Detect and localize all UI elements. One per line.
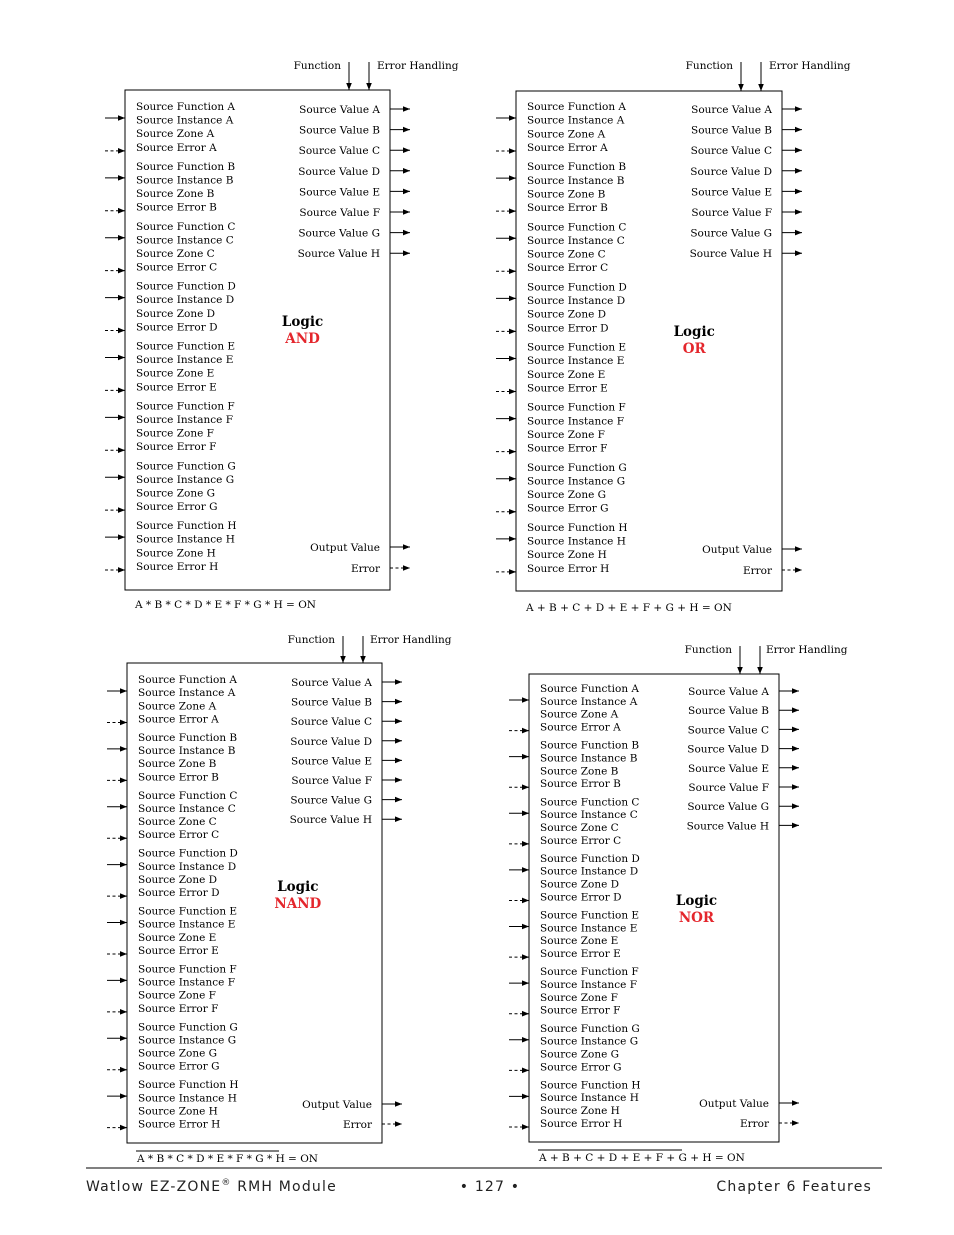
input-label: Source Zone E xyxy=(540,935,619,948)
input-label: Source Zone E xyxy=(136,367,215,380)
input-label: Source Error F xyxy=(136,441,217,454)
input-label: Source Function H xyxy=(540,1079,641,1092)
input-label: Source Zone F xyxy=(136,427,214,440)
error-handling-label: Error Handling xyxy=(766,644,848,656)
input-label: Source Zone A xyxy=(527,128,606,141)
input-label: Source Zone C xyxy=(138,816,217,829)
input-label: Source Function B xyxy=(527,161,627,174)
logic-label: Logic xyxy=(277,879,319,895)
source-value-label: Source Value E xyxy=(291,755,372,768)
input-label: Source Error D xyxy=(540,891,622,904)
logic-formula: A + B + C + D + E + F + G + H = ON xyxy=(539,1152,745,1164)
logic-type: NAND xyxy=(274,896,322,912)
input-label: Source Function A xyxy=(540,683,640,695)
input-label: Source Error B xyxy=(138,771,219,784)
source-value-label: Source Value G xyxy=(298,227,380,240)
input-label: Source Instance D xyxy=(527,295,626,308)
function-label: Function xyxy=(685,60,733,72)
input-label: Source Function C xyxy=(138,789,238,802)
error-output-label: Error xyxy=(350,563,380,575)
input-label: Source Instance D xyxy=(138,860,237,873)
input-label: Source Instance F xyxy=(527,415,624,428)
input-label: Source Zone B xyxy=(527,188,606,201)
input-label: Source Zone B xyxy=(136,188,215,201)
input-label: Source Error G xyxy=(136,501,218,514)
input-label: Source Function A xyxy=(136,101,236,113)
input-label: Source Error G xyxy=(540,1061,622,1074)
input-label: Source Zone G xyxy=(527,489,607,502)
output-value-label: Output Value xyxy=(302,1099,372,1111)
source-value-label: Source Value B xyxy=(299,124,380,137)
input-label: Source Function E xyxy=(527,341,627,354)
input-label: Source Function C xyxy=(527,221,627,234)
input-label: Source Instance B xyxy=(540,752,638,765)
input-label: Source Error B xyxy=(540,778,621,791)
logic-formula: A * B * C * D * E * F * G * H = ON xyxy=(137,1153,318,1165)
source-value-label: Source Value A xyxy=(691,104,772,116)
input-label: Source Instance G xyxy=(138,1034,237,1047)
chapter-title: Chapter 6 Features xyxy=(716,1179,872,1195)
error-handling-label: Error Handling xyxy=(377,60,459,72)
source-value-label: Source Value E xyxy=(688,762,769,775)
source-value-label: Source Value G xyxy=(687,801,769,814)
input-label: Source Instance C xyxy=(527,234,625,247)
error-output-label: Error xyxy=(342,1119,372,1131)
input-label: Source Function C xyxy=(136,220,236,233)
input-label: Source Function D xyxy=(136,280,236,293)
source-value-label: Source Value E xyxy=(299,186,380,199)
input-label: Source Instance C xyxy=(138,802,236,815)
input-label: Source Function F xyxy=(540,966,639,979)
source-value-label: Source Value E xyxy=(691,186,772,199)
input-label: Source Instance C xyxy=(136,234,234,247)
source-value-label: Source Value F xyxy=(291,775,372,787)
source-value-label: Source Value H xyxy=(289,814,372,827)
function-label: Function xyxy=(287,634,335,646)
input-label: Source Function H xyxy=(138,1079,239,1092)
input-label: Source Error E xyxy=(527,382,608,395)
logic-label: Logic xyxy=(673,324,715,340)
source-value-label: Source Value H xyxy=(689,248,772,261)
input-label: Source Error F xyxy=(540,1004,621,1017)
source-value-label: Source Value G xyxy=(690,227,772,240)
input-label: Source Function H xyxy=(136,520,237,533)
input-label: Source Error E xyxy=(136,381,217,394)
logic-type: OR xyxy=(682,341,706,357)
source-value-label: Source Value H xyxy=(297,248,380,261)
source-value-label: Source Value A xyxy=(299,104,380,116)
source-value-label: Source Value B xyxy=(691,124,772,137)
logic-block-nand xyxy=(107,634,452,1165)
input-label: Source Function H xyxy=(527,521,628,534)
input-label: Source Instance B xyxy=(136,174,234,187)
logic-type: AND xyxy=(285,331,320,347)
source-value-label: Source Value F xyxy=(299,207,380,219)
input-label: Source Function F xyxy=(136,400,235,413)
error-output-label: Error xyxy=(742,565,772,577)
input-label: Source Zone D xyxy=(138,873,218,886)
input-label: Source Function G xyxy=(527,461,627,474)
input-label: Source Error B xyxy=(527,202,608,215)
input-label: Source Instance F xyxy=(136,413,233,426)
source-value-label: Source Value C xyxy=(298,145,380,158)
input-label: Source Function G xyxy=(136,460,236,473)
input-label: Source Function B xyxy=(540,739,640,752)
input-label: Source Error E xyxy=(138,944,219,957)
input-label: Source Zone F xyxy=(540,991,618,1004)
input-label: Source Zone D xyxy=(136,307,216,320)
input-label: Source Error G xyxy=(527,502,609,515)
input-label: Source Instance G xyxy=(527,475,626,488)
input-label: Source Instance F xyxy=(138,976,235,989)
input-label: Source Error A xyxy=(136,141,217,154)
input-label: Source Error H xyxy=(540,1117,623,1130)
input-label: Source Error A xyxy=(540,721,621,734)
input-label: Source Function F xyxy=(527,401,626,414)
input-label: Source Instance E xyxy=(527,355,625,368)
input-label: Source Function G xyxy=(138,1021,238,1034)
input-label: Source Instance G xyxy=(136,473,235,486)
input-label: Source Function E xyxy=(540,909,640,922)
source-value-label: Source Value D xyxy=(687,743,769,756)
function-label: Function xyxy=(293,60,341,72)
input-label: Source Instance H xyxy=(138,1092,237,1105)
input-label: Source Instance G xyxy=(540,1035,639,1048)
input-label: Source Instance E xyxy=(138,918,236,931)
input-label: Source Error C xyxy=(138,829,220,842)
source-value-label: Source Value A xyxy=(688,686,769,698)
source-value-label: Source Value D xyxy=(690,165,772,178)
source-value-label: Source Value D xyxy=(290,735,372,748)
input-label: Source Zone G xyxy=(136,487,216,500)
input-label: Source Error C xyxy=(540,834,622,847)
footer-brand: Watlow EZ-ZONE® RMH Module xyxy=(86,1178,337,1195)
input-label: Source Zone C xyxy=(540,821,619,834)
input-label: Source Error H xyxy=(138,1118,221,1131)
input-label: Source Instance H xyxy=(527,535,626,548)
input-label: Source Instance F xyxy=(540,978,637,991)
logic-block-and xyxy=(105,60,459,611)
input-label: Source Zone H xyxy=(136,547,216,560)
input-label: Source Error E xyxy=(540,948,621,961)
logic-block-or xyxy=(496,60,851,614)
input-label: Source Instance H xyxy=(540,1092,639,1105)
input-label: Source Instance C xyxy=(540,809,638,822)
source-value-label: Source Value A xyxy=(291,677,372,689)
registered-mark: ® xyxy=(221,1178,232,1188)
input-label: Source Error D xyxy=(138,887,220,900)
input-label: Source Zone A xyxy=(138,700,217,713)
input-label: Source Function C xyxy=(540,796,640,809)
source-value-label: Source Value D xyxy=(298,165,380,178)
input-label: Source Zone F xyxy=(138,989,216,1002)
input-label: Source Error C xyxy=(136,261,218,274)
input-label: Source Error A xyxy=(138,713,219,726)
input-label: Source Zone D xyxy=(540,878,620,891)
input-label: Source Zone A xyxy=(136,128,215,141)
input-label: Source Function A xyxy=(527,101,627,113)
input-label: Source Instance E xyxy=(540,922,638,935)
input-label: Source Zone H xyxy=(540,1105,620,1118)
error-handling-label: Error Handling xyxy=(769,60,851,72)
input-label: Source Error B xyxy=(136,201,217,214)
source-value-label: Source Value C xyxy=(690,145,772,158)
input-label: Source Function G xyxy=(540,1022,640,1035)
input-label: Source Zone H xyxy=(527,549,607,562)
input-label: Source Zone D xyxy=(527,308,607,321)
input-label: Source Function A xyxy=(138,674,238,686)
source-value-label: Source Value B xyxy=(688,705,769,718)
input-label: Source Function D xyxy=(138,847,238,860)
input-label: Source Function E xyxy=(138,905,238,918)
input-label: Source Instance B xyxy=(527,174,625,187)
input-label: Source Zone G xyxy=(138,1047,218,1060)
logic-formula: A + B + C + D + E + F + G + H = ON xyxy=(526,602,732,614)
input-label: Source Instance B xyxy=(138,745,236,758)
input-label: Source Zone G xyxy=(540,1048,620,1061)
input-label: Source Instance A xyxy=(138,687,236,700)
input-label: Source Instance H xyxy=(136,533,235,546)
output-value-label: Output Value xyxy=(310,542,380,554)
input-label: Source Function D xyxy=(527,281,627,294)
source-value-label: Source Value B xyxy=(291,696,372,709)
source-value-label: Source Value F xyxy=(691,207,772,219)
input-label: Source Function B xyxy=(136,160,236,173)
input-label: Source Error G xyxy=(138,1060,220,1073)
input-label: Source Error F xyxy=(138,1002,219,1015)
function-label: Function xyxy=(684,644,732,656)
input-label: Source Zone E xyxy=(527,368,606,381)
input-label: Source Zone B xyxy=(138,758,217,771)
input-label: Source Error H xyxy=(136,560,219,573)
input-label: Source Instance E xyxy=(136,354,234,367)
source-value-label: Source Value C xyxy=(687,724,769,737)
input-label: Source Zone H xyxy=(138,1105,218,1118)
input-label: Source Zone E xyxy=(138,931,217,944)
input-label: Source Instance A xyxy=(540,695,638,708)
input-label: Source Instance D xyxy=(136,294,235,307)
page-number: • 127 • xyxy=(459,1179,521,1195)
input-label: Source Instance A xyxy=(527,114,625,127)
source-value-label: Source Value C xyxy=(290,716,372,729)
input-label: Source Function E xyxy=(136,340,236,353)
output-value-label: Output Value xyxy=(702,544,772,556)
error-handling-label: Error Handling xyxy=(370,634,452,646)
input-label: Source Error D xyxy=(527,322,609,335)
logic-label: Logic xyxy=(675,893,718,909)
input-label: Source Zone C xyxy=(136,247,215,260)
input-label: Source Zone A xyxy=(540,708,619,721)
source-value-label: Source Value G xyxy=(290,794,372,807)
input-label: Source Error D xyxy=(136,321,218,334)
input-label: Source Function D xyxy=(540,852,640,865)
input-label: Source Instance D xyxy=(540,865,639,878)
logic-type: NOR xyxy=(678,910,715,926)
source-value-label: Source Value H xyxy=(686,820,769,833)
logic-formula: A * B * C * D * E * F * G * H = ON xyxy=(135,599,316,611)
input-label: Source Error A xyxy=(527,141,608,154)
logic-block-nor xyxy=(509,644,848,1164)
input-label: Source Error C xyxy=(527,262,609,275)
input-label: Source Zone B xyxy=(540,765,619,778)
logic-label: Logic xyxy=(281,314,324,330)
input-label: Source Zone F xyxy=(527,428,605,441)
input-label: Source Error H xyxy=(527,562,610,575)
input-label: Source Function B xyxy=(138,731,238,744)
input-label: Source Function F xyxy=(138,963,237,976)
input-label: Source Error F xyxy=(527,442,608,455)
error-output-label: Error xyxy=(739,1118,769,1130)
source-value-label: Source Value F xyxy=(688,782,769,794)
output-value-label: Output Value xyxy=(699,1098,769,1110)
input-label: Source Instance A xyxy=(136,114,234,127)
input-label: Source Zone C xyxy=(527,248,606,261)
